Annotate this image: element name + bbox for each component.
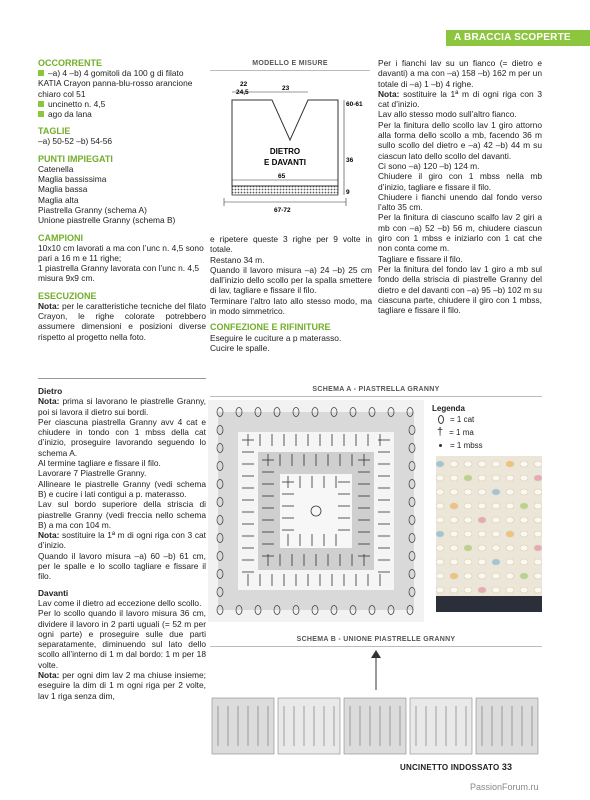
paragraph: Chiudere il giro con 1 mbss nella mb d’inizio, tagliare e fissare il filo. xyxy=(378,171,542,192)
paragraph: Per la finitura dello scollo lav 1 giro attorno alla forma dello scollo a mb, facendo 36 m sullo scollo del dietro e –a) 42 –b) 44 m su ciascun lato dello scollo del davanti. xyxy=(378,119,542,161)
fabric-hole xyxy=(534,461,542,467)
modello-title: MODELLO E MISURE xyxy=(252,60,328,67)
esecuzione-title: ESECUZIONE xyxy=(38,290,97,301)
fabric-hole xyxy=(520,503,528,509)
fabric-hole xyxy=(450,559,458,565)
fabric-hole xyxy=(492,517,500,523)
measure-label: 60-61 xyxy=(346,101,363,108)
granny-square-chart xyxy=(208,400,424,622)
list-item: uncinetto n. 4,5 xyxy=(38,99,206,109)
paragraph: Cucire le spalle. xyxy=(210,342,270,353)
punti-title: PUNTI IMPIEGATI xyxy=(38,153,113,164)
fabric-hole xyxy=(492,587,500,593)
join-schema xyxy=(210,650,542,756)
legend-item: † = 1 ma xyxy=(437,425,474,438)
schema-a-title: SCHEMA A - PIASTRELLA GRANNY xyxy=(312,386,440,393)
paragraph: Per lo scollo quando il lavoro misura 36 cm, dividere il lavoro in 2 parti uguali (= 52 m per ogni parte) e proseguire sulle due parti separatamente, diminuendo sul lato dello scollo all’interno di 1 m dal bordo: 1 m per 18 volte. xyxy=(38,608,206,670)
fabric-hole xyxy=(464,489,472,495)
fabric-hole xyxy=(506,545,514,551)
fabric-hole xyxy=(478,461,486,467)
fabric-hole xyxy=(506,517,514,523)
arrow-up-icon xyxy=(371,650,381,658)
measure-label: 65 xyxy=(278,173,286,180)
granny-tile xyxy=(476,698,538,754)
fabric-hole xyxy=(464,573,472,579)
paragraph: Tagliare e fissare il filo. xyxy=(378,253,463,264)
fabric-hole xyxy=(478,573,486,579)
paragraph: Nota: prima si lavorano le piastrelle Granny, poi si lavora il dietro sui bordi. xyxy=(38,396,206,417)
fabric-hole xyxy=(534,503,542,509)
fabric-hole xyxy=(506,587,514,593)
paragraph: Quando il lavoro misura –a) 24 –b) 25 cm dall’inizio dello scollo per la spalla smettere di lav, tagliare e fissare il filo. xyxy=(210,264,372,296)
crochet-photo xyxy=(436,456,542,612)
list-item: Unione piastrelle Granny (schema B) xyxy=(38,215,176,226)
fabric-hole xyxy=(534,545,542,551)
paragraph: 10x10 cm lavorati a ma con l’unc n. 4,5 sono pari a 16 m e 11 righe; xyxy=(38,242,204,263)
granny-tile xyxy=(278,698,340,754)
fabric-hole xyxy=(464,517,472,523)
list-item: Maglia bassissima xyxy=(38,174,107,185)
paragraph: Ci sono –a) 120 –b) 124 m. xyxy=(378,160,480,171)
paragraph: Lavorare 7 Piastrelle Granny. xyxy=(38,468,147,479)
paragraph: 1 piastrella Granny lavorata con l’unc n. 4,5 misura 9x9 cm. xyxy=(38,263,200,284)
page-number: 33 xyxy=(501,762,513,772)
davanti-title: Davanti xyxy=(38,587,69,598)
fabric-hole xyxy=(450,531,458,537)
dietro-title: Dietro xyxy=(38,386,63,396)
fabric-hole xyxy=(534,573,542,579)
fabric-hole xyxy=(464,503,472,509)
fabric-hole xyxy=(534,531,542,537)
fabric-hole xyxy=(478,587,486,593)
measure-label: 36 xyxy=(346,157,354,164)
fabric-hole xyxy=(534,475,542,481)
fabric-hole xyxy=(492,573,500,579)
fabric-hole xyxy=(506,475,514,481)
paragraph: Chiudere i fianchi unendo dal fondo verso l’alto 35 cm. xyxy=(378,191,542,213)
measure-label: 24,5 xyxy=(236,89,249,96)
fabric-hole xyxy=(520,517,528,523)
taglie-title: TAGLIE xyxy=(38,126,71,137)
list-item: Catenella xyxy=(38,163,74,174)
paragraph: Per la finitura del fondo lav 1 giro a mb sul fondo della striscia di piastrelle Granny del dietro e del davanti con –a) 95 –b) 102 m su ciascuna parte, chiudere il giro con 1 mbss, tagliare e fissare il filo. xyxy=(378,263,542,316)
fabric-hole xyxy=(450,461,458,467)
fabric-hole xyxy=(450,517,458,523)
fabric-hole xyxy=(478,545,486,551)
column-2-text xyxy=(210,234,372,353)
paragraph: Quando il lavoro misura –a) 60 –b) 61 cm, per le spalle e lo scollo tagliare e fissare il filo. xyxy=(38,550,206,582)
taglie-text: –a) 50-52 –b) 54-56 xyxy=(38,136,113,147)
fabric-hole xyxy=(520,545,528,551)
fabric-hole xyxy=(520,559,528,565)
watermark: PassionForum.ru xyxy=(470,782,539,792)
fabric-hole xyxy=(506,531,514,537)
measure-label: 22 xyxy=(240,81,248,88)
occorrente-title: OCCORRENTE xyxy=(38,58,103,68)
slip-stitch-dot-icon xyxy=(439,444,442,447)
granny-band xyxy=(232,186,338,195)
measure-label: 67-72 xyxy=(274,207,291,214)
fabric-hole xyxy=(492,489,500,495)
list-item: Maglia alta xyxy=(38,194,79,205)
fabric-hole xyxy=(464,461,472,467)
fabric-hole xyxy=(464,531,472,537)
fabric-hole xyxy=(464,545,472,551)
fabric-hole xyxy=(436,559,444,565)
paragraph: Nota: sostituire la 1ª m di ogni riga con 3 cat d’inizio. xyxy=(378,88,542,110)
schema-b-title: SCHEMA B - UNIONE PIASTRELLE GRANNY xyxy=(296,636,456,643)
bullet-square-icon xyxy=(38,111,44,117)
fabric-hole xyxy=(506,503,514,509)
paragraph: Lav sul bordo superiore della striscia di piastrelle Granny (vedi freccia nello schema B) a ma con 104 m. xyxy=(38,499,206,530)
chain-oval-icon xyxy=(438,415,444,424)
campioni-title: CAMPIONI xyxy=(38,232,83,243)
double-crochet-icon: † xyxy=(437,425,444,438)
fabric-hole xyxy=(534,587,542,593)
fabric-hole xyxy=(464,475,472,481)
fabric-hole xyxy=(464,559,472,565)
fabric-hole xyxy=(478,559,486,565)
column-3-text xyxy=(378,58,542,315)
granny-tile xyxy=(344,698,406,754)
fabric-hole xyxy=(534,517,542,523)
fabric-hole xyxy=(450,545,458,551)
legend xyxy=(432,404,542,451)
list-item: ago da lana xyxy=(38,109,206,119)
paragraph: Nota: sostituire la 1ª m di ogni riga con 3 cat d’inizio. xyxy=(38,530,206,551)
paragraph: e ripetere queste 3 righe per 9 volte in totale. xyxy=(210,234,372,255)
campioni-text xyxy=(38,243,206,284)
list-item: –a) 4 –b) 4 gomitoli da 100 g di filato KATIA Crayon panna-blu-rosso arancione chiaro col 51 xyxy=(38,68,193,99)
fabric-hole xyxy=(450,587,458,593)
paragraph: Per la finitura di ciascuno scalfo lav 2 giri a mb con –a) 52 –b) 56 m, chiudere ciascun giro con 1 mbss e iniziarlo con 1 cat che non conta come m. xyxy=(378,212,542,254)
magazine-name: UNCINETTO INDOSSATO xyxy=(400,763,500,772)
fabric-hole xyxy=(478,503,486,509)
fabric-hole xyxy=(534,559,542,565)
fabric-hole xyxy=(506,559,514,565)
legend-item: = 1 cat xyxy=(432,413,542,425)
fabric-hole xyxy=(506,461,514,467)
dietro-section xyxy=(38,386,206,701)
note-text: per le caratteristiche tecniche del filato Crayon, le righe colorate potrebbero assumere dimensioni e posizioni diverse rispetto al progetto nella foto. xyxy=(38,300,206,342)
fabric-hole xyxy=(520,475,528,481)
fabric-hole xyxy=(492,559,500,565)
paragraph: Allineare le piastrelle Granny (vedi schema B) e cucire i lati contigui a p. materasso. xyxy=(38,478,206,499)
fabric-hole xyxy=(450,475,458,481)
paragraph: Nota: per ogni dim lav 2 ma chiuse insieme; eseguire la dim di 1 m ogni riga per 2 volte, lav 1 riga senza dim, xyxy=(38,670,206,701)
fabric-hole xyxy=(478,489,486,495)
divider xyxy=(210,646,542,647)
paragraph: Terminare l’altro lato allo stesso modo, ma in modo simmetrico. xyxy=(210,295,372,317)
punti-list xyxy=(38,164,206,226)
footer xyxy=(400,762,512,772)
paragraph: Eseguire le cuciture a p materasso. xyxy=(210,332,342,343)
bullet-square-icon xyxy=(38,70,44,76)
divider xyxy=(38,378,206,379)
fabric-hole xyxy=(436,503,444,509)
fabric-hole xyxy=(520,489,528,495)
fabric-hole xyxy=(436,587,444,593)
fabric-hole xyxy=(478,531,486,537)
fabric-hole xyxy=(534,489,542,495)
fabric-hole xyxy=(464,587,472,593)
granny-tile xyxy=(410,698,472,754)
divider xyxy=(210,70,370,71)
paragraph: Restano 34 m. xyxy=(210,254,265,265)
fabric-hole xyxy=(492,545,500,551)
fabric-hole xyxy=(436,517,444,523)
esecuzione-note xyxy=(38,301,206,342)
fabric-hole xyxy=(520,573,528,579)
legend-title: Legenda xyxy=(432,404,465,413)
fabric-hole xyxy=(436,489,444,495)
measure-label: 9 xyxy=(346,189,350,196)
paragraph: Lav come il dietro ad eccezione dello scollo. xyxy=(38,597,202,608)
paragraph: Per ciascuna piastrella Granny avv 4 cat e chiudere in tondo con 1 mbss della cat d’inizio, proseguire lavorando seguendo lo schema A. xyxy=(38,416,206,458)
fabric-hole xyxy=(436,475,444,481)
fabric-hole xyxy=(492,503,500,509)
fabric-hole xyxy=(436,461,444,467)
fabric-hole xyxy=(506,489,514,495)
list-item: Maglia bassa xyxy=(38,184,88,195)
fabric-hole xyxy=(520,531,528,537)
diagram-label: E DAVANTI xyxy=(264,158,306,167)
diagram-label: DIETRO xyxy=(269,147,301,156)
note-label: Nota: xyxy=(38,300,60,311)
fabric-hole xyxy=(436,531,444,537)
paragraph: Lav allo stesso modo sull’altro fianco. xyxy=(378,109,517,120)
divider xyxy=(210,396,542,397)
confezione-title: CONFEZIONE E RIFINITURE xyxy=(210,322,331,333)
fabric-hole xyxy=(450,489,458,495)
section-tab: A BRACCIA SCOPERTE xyxy=(446,30,590,46)
fabric-hole xyxy=(506,573,514,579)
paragraph: Al termine tagliare e fissare il filo. xyxy=(38,458,161,469)
column-1 xyxy=(38,58,206,342)
fabric-hole xyxy=(492,461,500,467)
measure-label: 23 xyxy=(282,85,290,92)
fabric-hole xyxy=(450,503,458,509)
occorrente-list xyxy=(38,68,206,119)
fabric-hole xyxy=(436,545,444,551)
fabric-hole xyxy=(436,573,444,579)
fabric-hole xyxy=(492,475,500,481)
granny-tile xyxy=(212,698,274,754)
paragraph: Per i fianchi lav su un fianco (= dietro e davanti) a ma con –a) 158 –b) 162 m per un totale di –a) 1 –b) 4 righe. xyxy=(378,58,542,89)
fabric-hole xyxy=(478,517,486,523)
model-diagram xyxy=(210,74,370,232)
fabric-hole xyxy=(492,531,500,537)
fabric-hole xyxy=(478,475,486,481)
list-item: Piastrella Granny (schema A) xyxy=(38,204,147,215)
fabric-hole xyxy=(520,461,528,467)
fabric-hole xyxy=(520,587,528,593)
bullet-square-icon xyxy=(38,101,44,107)
fabric-hole xyxy=(450,573,458,579)
legend-item: = 1 mbss xyxy=(432,439,542,451)
granny-strip xyxy=(212,698,538,754)
